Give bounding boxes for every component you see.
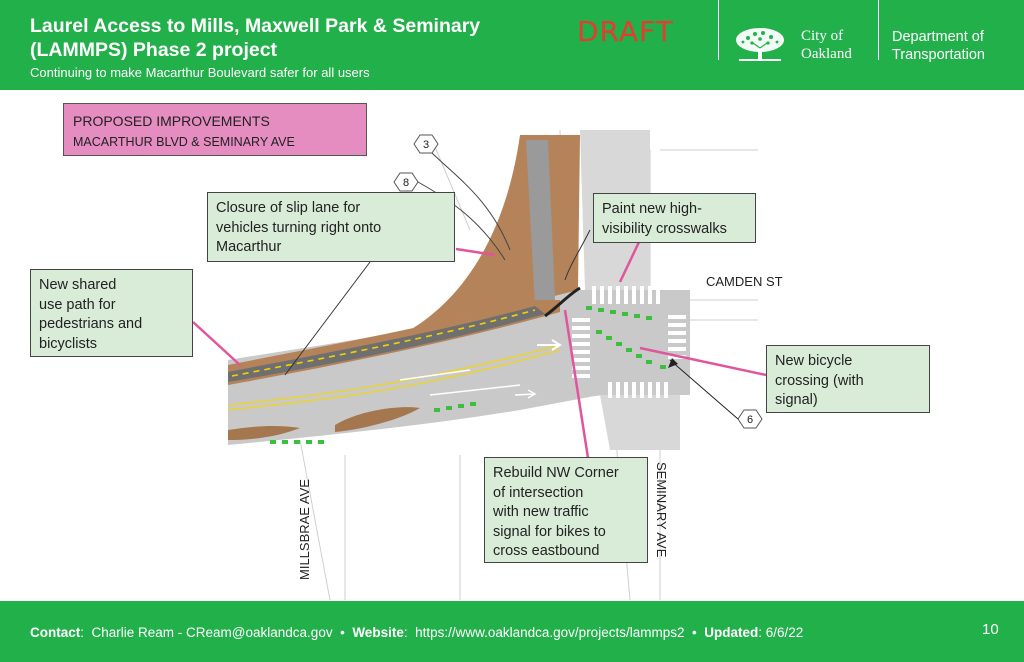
oak-tree-logo-icon — [733, 26, 787, 62]
page-number: 10 — [982, 621, 999, 638]
seminary-south-leg — [600, 395, 680, 450]
panel-title: PROPOSED IMPROVEMENTS — [73, 113, 270, 129]
svg-text:3: 3 — [422, 139, 430, 151]
ref-marker-6 — [738, 410, 762, 428]
svg-text:6: 6 — [746, 414, 754, 426]
contact-value[interactable]: Charlie Ream - CReam@oaklandca.gov — [91, 625, 333, 640]
updated-date: 6/6/22 — [765, 625, 804, 640]
callout-crosswalks: Paint new high- visibility crosswalks — [593, 193, 756, 243]
svg-text:8: 8 — [402, 177, 410, 189]
footer-bar — [0, 601, 1024, 662]
title-line-2: (LAMMPS) Phase 2 project — [30, 39, 278, 61]
page-subtitle: Continuing to make Macarthur Boulevard safer for all users — [30, 65, 370, 80]
department-name: Department of Transportation — [892, 29, 985, 63]
ref-marker-3 — [414, 135, 438, 153]
ref-marker-8 — [394, 173, 418, 191]
page-title — [30, 14, 570, 62]
header-divider — [718, 0, 719, 60]
contact-label: Contact — [30, 625, 81, 640]
title-line-1: Laurel Access to Mills, Maxwell Park & Seminary — [30, 15, 481, 37]
header-bar — [0, 0, 1024, 90]
website-label: Website — [352, 625, 404, 640]
proposed-improvements-panel — [63, 103, 367, 156]
draft-label: DRAFT — [577, 15, 674, 48]
footer-contact-line: Contact: Charlie Ream - CReam@oaklandca.gov • Website: https://www.oaklandca.gov/projects/lammps2 • Updated: 6/6/22 — [30, 625, 804, 640]
callout-bicycle-crossing: New bicycle crossing (with signal) — [766, 345, 930, 413]
updated-label: Updated — [704, 625, 759, 640]
callout-shared-use-path: New shared use path for pedestrians and bicyclists — [30, 269, 193, 357]
seminary-ave-label: SEMINARY AVE — [654, 462, 669, 558]
callout-nw-corner-rebuild: Rebuild NW Corner of intersection with new traffic signal for bikes to cross eastbound — [484, 457, 648, 563]
header-divider — [878, 0, 879, 60]
camden-st-label: CAMDEN ST — [706, 274, 783, 289]
callout-slip-lane-closure: Closure of slip lane for vehicles turning right onto Macarthur — [207, 192, 455, 262]
panel-subtitle: MACARTHUR BLVD & SEMINARY AVE — [73, 135, 295, 149]
crosswalk-north — [592, 286, 660, 304]
millsbrae-ave-label: MILLSBRAE AVE — [297, 479, 312, 580]
website-link[interactable]: https://www.oaklandca.gov/projects/lammps2 — [415, 625, 685, 640]
city-of-oakland-wordmark: City of Oakland — [801, 28, 852, 62]
